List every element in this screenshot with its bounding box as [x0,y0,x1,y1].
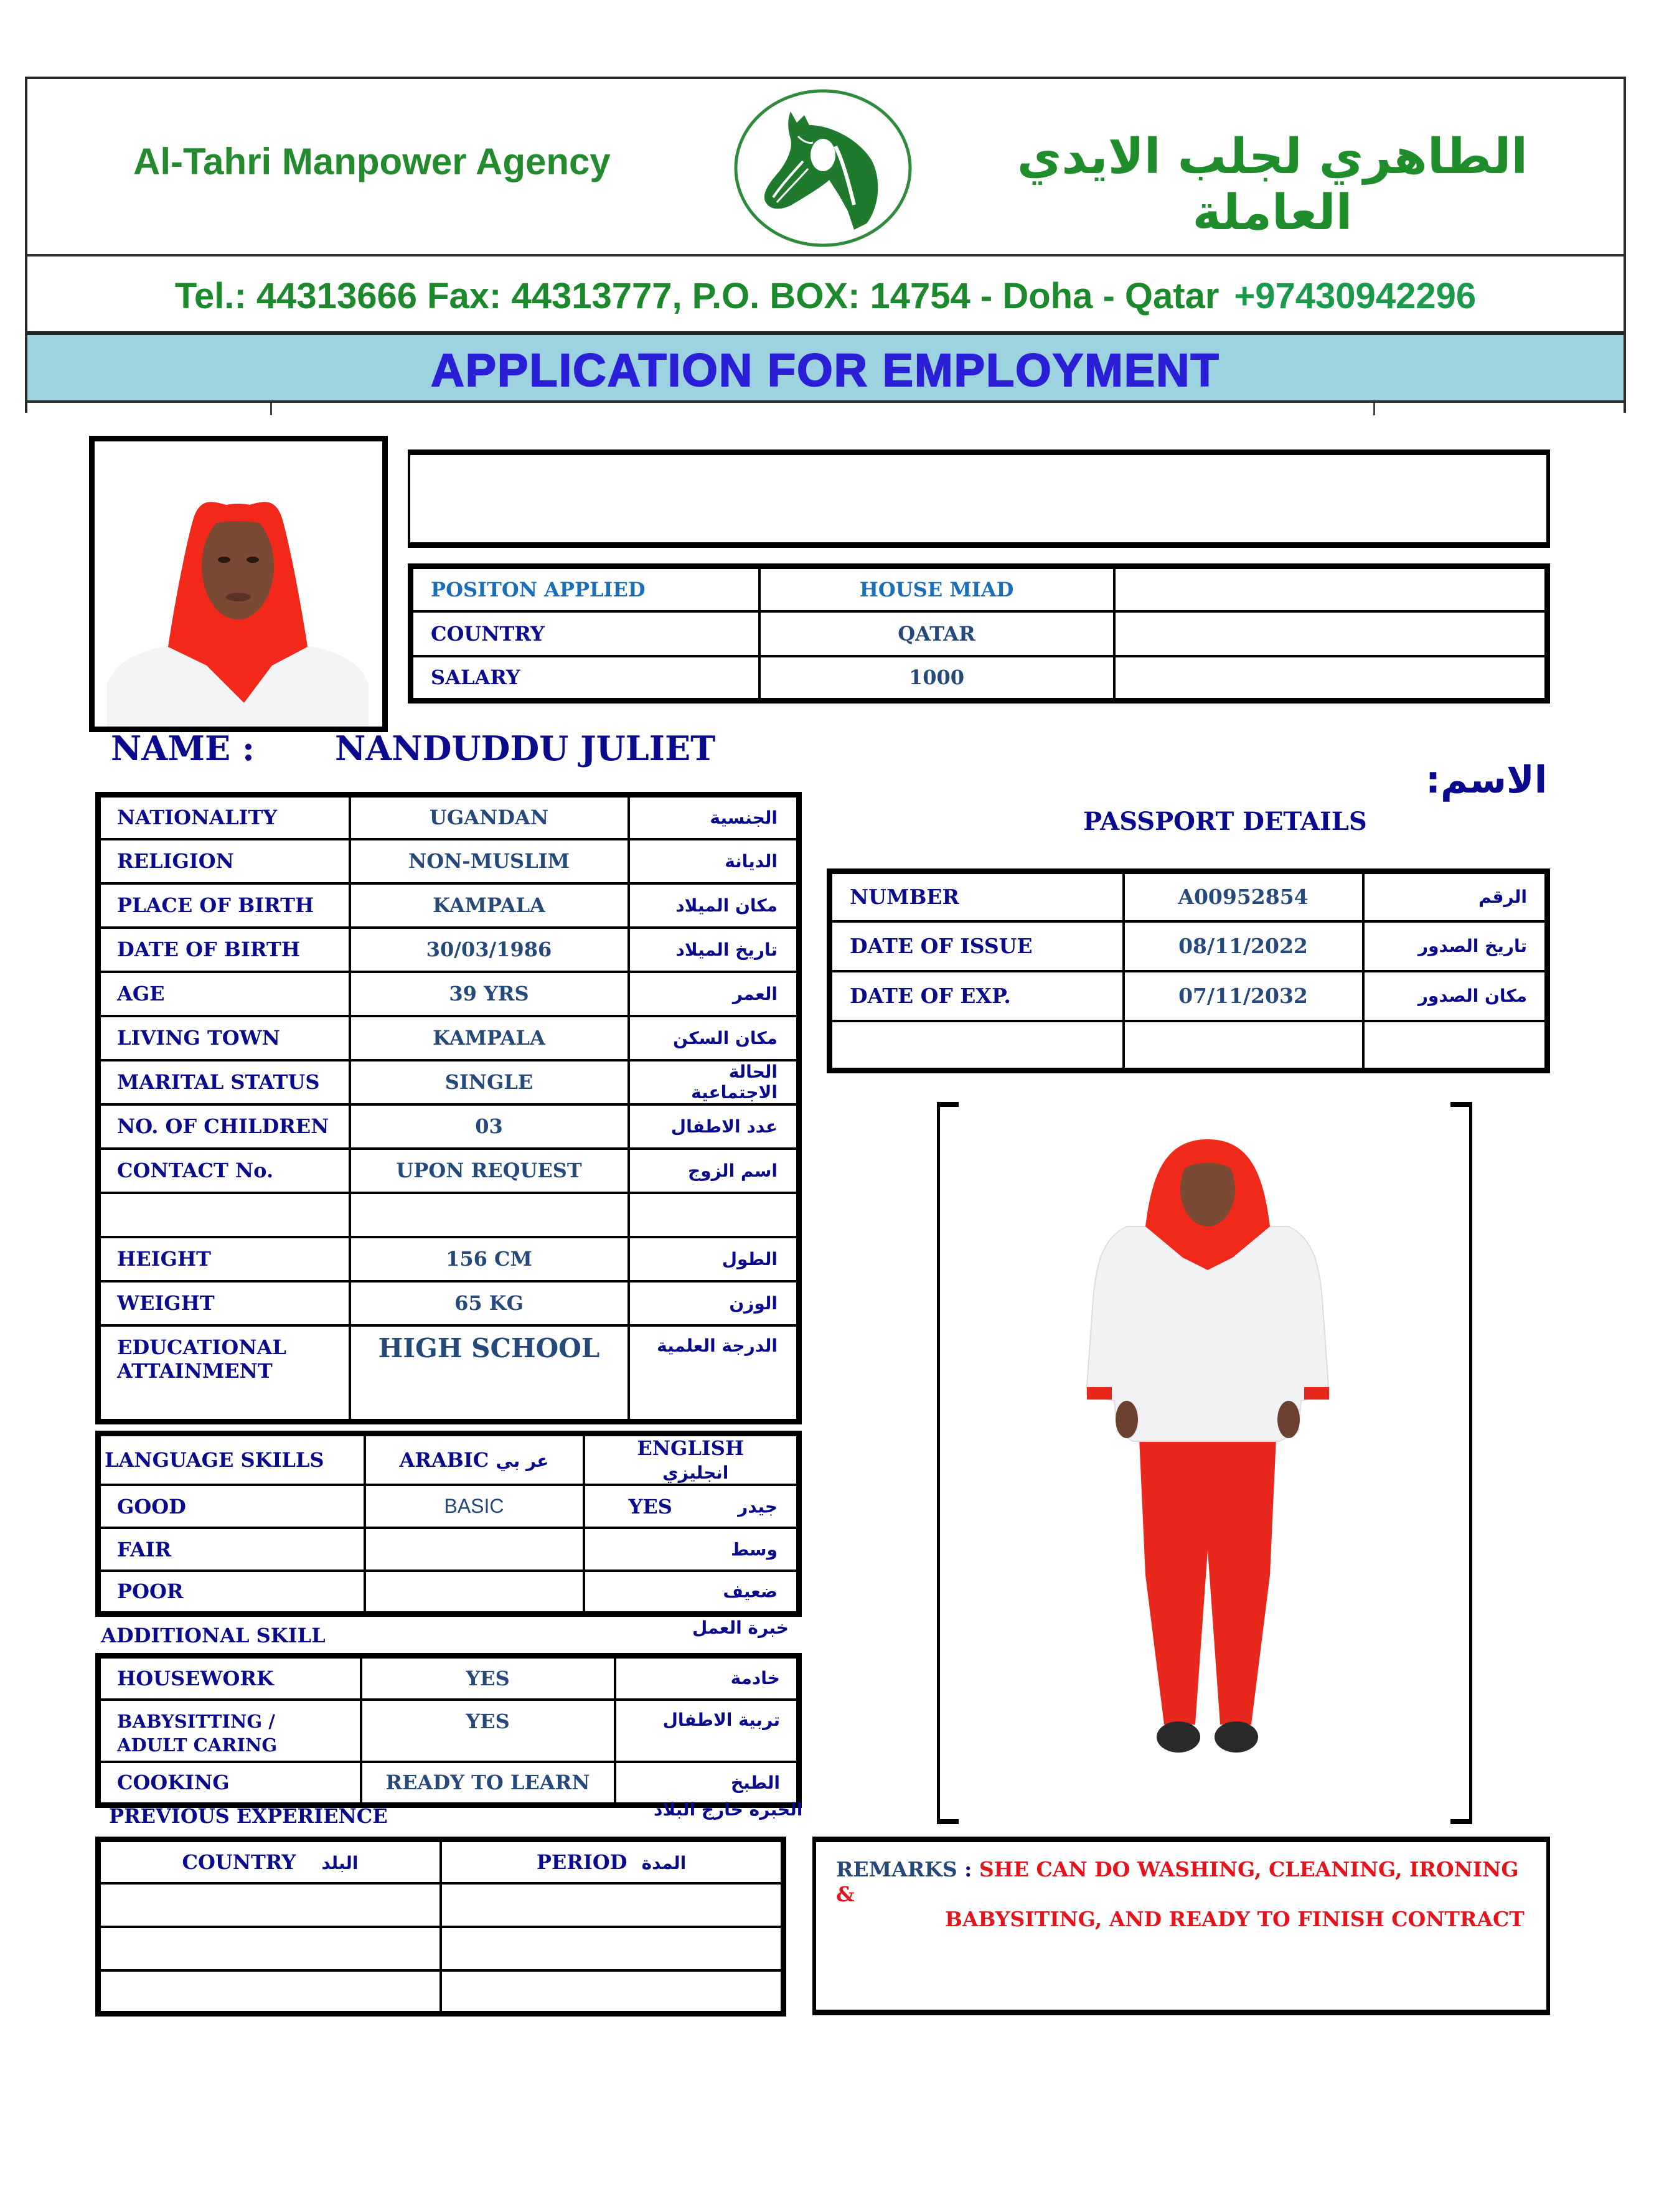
skill-label: HOUSEWORK [98,1656,361,1700]
skill-label-ar: تربية الاطفال [615,1700,799,1762]
divider [1373,403,1375,415]
name-label-ar: الاسم: [1426,758,1548,802]
field-value: KAMPALA [350,883,629,928]
remarks-text [836,1857,1533,1932]
table-row [98,1883,784,1927]
field-label-ar: الديانة [629,839,799,883]
table-header-row [98,1840,784,1883]
passport-field-label-ar: مكان الصدور [1363,971,1548,1021]
proficiency-label-ar: وسط [731,1539,778,1560]
frame-corner [1450,1102,1469,1107]
table-row [98,1927,784,1970]
table-row [98,1528,799,1571]
position-applied-label: POSITON APPLIED [411,567,759,611]
field-label-ar [629,1193,799,1237]
table-row [411,656,1548,701]
previous-experience-title: PREVIOUS EXPERIENCE [109,1804,388,1828]
salary-extra [1114,656,1548,701]
english-header-ar: انجليزي [662,1462,729,1483]
field-label: NATIONALITY [98,795,350,839]
remarks-line-1: SHE CAN DO WASHING, CLEANING, IRONING & [836,1857,1519,1906]
field-value [350,1193,629,1237]
passport-field-label: DATE OF EXP. [830,971,1124,1021]
table-row [98,1149,799,1193]
experience-country [98,1970,441,2014]
name-label: NAME : [111,728,255,768]
english-level-cell [584,1528,799,1571]
field-value: 65 KG [350,1281,629,1325]
position-applied-extra [1114,567,1548,611]
salary-value: 1000 [759,656,1114,701]
table-row [98,1970,784,2014]
field-value: HIGH SCHOOL [350,1325,629,1422]
passport-field-label: DATE OF ISSUE [830,921,1124,971]
table-row [98,1060,799,1104]
field-label-ar: مكان السكن [629,1016,799,1060]
table-row [830,1021,1548,1071]
table-row [98,1016,799,1060]
passport-table [827,868,1550,1073]
field-label-ar: مكان الميلاد [629,883,799,928]
frame-corner [940,1102,959,1107]
arabic-column-header [365,1434,584,1485]
personal-info-table [95,792,802,1424]
form-title-bar [27,331,1624,403]
blank-field-box [408,449,1550,548]
skill-value: YES [361,1656,615,1700]
arabic-header-ar: عر بي [496,1451,549,1471]
experience-period [441,1970,784,2014]
full-body-photo [937,1102,1472,1824]
table-header-row [98,1434,799,1485]
field-label: MARITAL STATUS [98,1060,350,1104]
portrait-photo [89,436,388,732]
table-row [830,921,1548,971]
field-label: PLACE OF BIRTH [98,883,350,928]
country-extra [1114,611,1548,656]
field-label: AGE [98,972,350,1016]
contact-line [27,275,1624,317]
english-header-en: ENGLISH [637,1436,745,1460]
table-row [98,1193,799,1237]
remarks-box [812,1837,1550,2015]
field-label: LIVING TOWN [98,1016,350,1060]
field-value: KAMPALA [350,1016,629,1060]
table-row [98,1237,799,1281]
field-label: WEIGHT [98,1281,350,1325]
field-label: DATE OF BIRTH [98,928,350,972]
table-row [98,1325,799,1422]
full-body-figure-icon [940,1102,1469,1824]
passport-field-label-ar: تاريخ الصدور [1363,921,1548,971]
passport-field-value [1124,1021,1363,1071]
proficiency-label: GOOD [98,1485,365,1528]
field-label-ar: الحالة الاجتماعية [629,1060,799,1104]
table-row [98,928,799,972]
skill-label-ar: الطبخ [615,1762,799,1805]
letterhead-top [27,79,1624,256]
field-label: NO. OF CHILDREN [98,1104,350,1149]
field-value: NON-MUSLIM [350,839,629,883]
frame-corner [1450,1819,1469,1824]
proficiency-label: POOR [98,1571,365,1614]
table-row [411,567,1548,611]
agency-name-en: Al-Tahri Manpower Agency [133,141,611,182]
passport-field-label: NUMBER [830,872,1124,921]
period-header-ar: المدة [641,1852,687,1873]
field-value: 156 CM [350,1237,629,1281]
arabic-level [365,1528,584,1571]
arabic-level: BASIC [365,1485,584,1528]
table-row [98,1700,799,1762]
field-label-ar: العمر [629,972,799,1016]
field-label [98,1193,350,1237]
skill-label: BABYSITTING / ADULT CARING [98,1700,361,1762]
salary-label: SALARY [411,656,759,701]
letterhead [25,77,1626,413]
position-table [408,563,1550,704]
previous-experience-title-ar: الخبرة خارج البلاد [654,1799,803,1820]
field-label: HEIGHT [98,1237,350,1281]
country-column-header [98,1840,441,1883]
table-row [98,1281,799,1325]
arabic-header-en: ARABIC [399,1448,489,1472]
form-title: APPLICATION FOR EMPLOYMENT [431,344,1220,396]
country-value: QATAR [759,611,1114,656]
table-row [98,972,799,1016]
mobile-number: +97430942296 [1234,276,1477,316]
field-label-ar: الطول [629,1237,799,1281]
letterhead-cut-row [27,403,1624,415]
table-row [98,1104,799,1149]
period-column-header [441,1840,784,1883]
proficiency-label-ar: جيدر [738,1496,778,1517]
table-row [830,872,1548,921]
field-value: UGANDAN [350,795,629,839]
portrait-figure-icon [95,441,382,727]
field-value: UPON REQUEST [350,1149,629,1193]
remarks-line-2: BABYSITING, AND READY TO FINISH CONTRACT [945,1907,1525,1931]
field-value: 30/03/1986 [350,928,629,972]
table-row [98,839,799,883]
skill-value: READY TO LEARN [361,1762,615,1805]
additional-skill-title-ar: خبرة العمل [692,1617,789,1638]
skill-label: COOKING [98,1762,361,1805]
horse-head-logo-icon [730,87,916,250]
passport-field-value: 07/11/2032 [1124,971,1363,1021]
skill-value: YES [361,1700,615,1762]
field-label-ar: الوزن [629,1281,799,1325]
frame-corner [940,1819,959,1824]
passport-field-value: 08/11/2022 [1124,921,1363,971]
field-label: EDUCATIONAL ATTAINMENT [98,1325,350,1422]
field-label-ar: الجنسية [629,795,799,839]
table-row [98,1656,799,1700]
field-label-ar: اسم الزوج [629,1149,799,1193]
field-label-ar: تاريخ الميلاد [629,928,799,972]
experience-period [441,1883,784,1927]
field-label: CONTACT No. [98,1149,350,1193]
table-row [98,1571,799,1614]
table-row [98,1485,799,1528]
country-header-ar: البلد [321,1852,359,1873]
table-row [98,883,799,928]
position-applied-value: HOUSE MIAD [759,567,1114,611]
country-label: COUNTRY [411,611,759,656]
passport-details-title: PASSPORT DETAILS [1083,807,1367,836]
field-value: SINGLE [350,1060,629,1104]
applicant-name: NANDUDDU JULIET [335,728,716,768]
additional-skill-table [95,1653,802,1808]
period-header-en: PERIOD [536,1850,627,1874]
table-row [98,795,799,839]
field-value: 03 [350,1104,629,1149]
table-row [98,1762,799,1805]
additional-skill-title: ADDITIONAL SKILL [101,1624,326,1647]
field-label-ar: الدرجة العلمية [629,1325,799,1422]
experience-country [98,1883,441,1927]
field-value: 39 YRS [350,972,629,1016]
skill-label-ar: خادمة [615,1656,799,1700]
field-label-ar: عدد الاطفال [629,1104,799,1149]
proficiency-label-ar: ضعيف [723,1581,778,1602]
contact-details: Tel.: 44313666 Fax: 44313777, P.O. BOX: 14754 - Doha - Qatar [174,276,1220,316]
english-level-cell [584,1485,799,1528]
arabic-level [365,1571,584,1614]
remarks-separator: : [957,1857,979,1881]
passport-field-label-ar: الرقم [1363,872,1548,921]
table-row [411,611,1548,656]
remarks-label: REMARKS [836,1857,957,1881]
language-skills-table [95,1431,802,1617]
table-row [830,971,1548,1021]
language-skills-label: LANGUAGE SKILLS [98,1434,365,1485]
english-level: YES [628,1494,672,1518]
experience-country [98,1927,441,1970]
divider [270,403,272,415]
experience-period [441,1927,784,1970]
passport-field-value: A00952854 [1124,872,1363,921]
agency-name-ar: الطاهري لجلب الايدي العاملة [1017,129,1528,241]
english-column-header [584,1434,799,1485]
passport-field-label [830,1021,1124,1071]
field-label: RELIGION [98,839,350,883]
proficiency-label: FAIR [98,1528,365,1571]
country-header-en: COUNTRY [182,1850,296,1874]
contact-bar [27,259,1624,334]
passport-field-label-ar [1363,1021,1548,1071]
previous-experience-table [95,1837,786,2017]
english-level-cell [584,1571,799,1614]
